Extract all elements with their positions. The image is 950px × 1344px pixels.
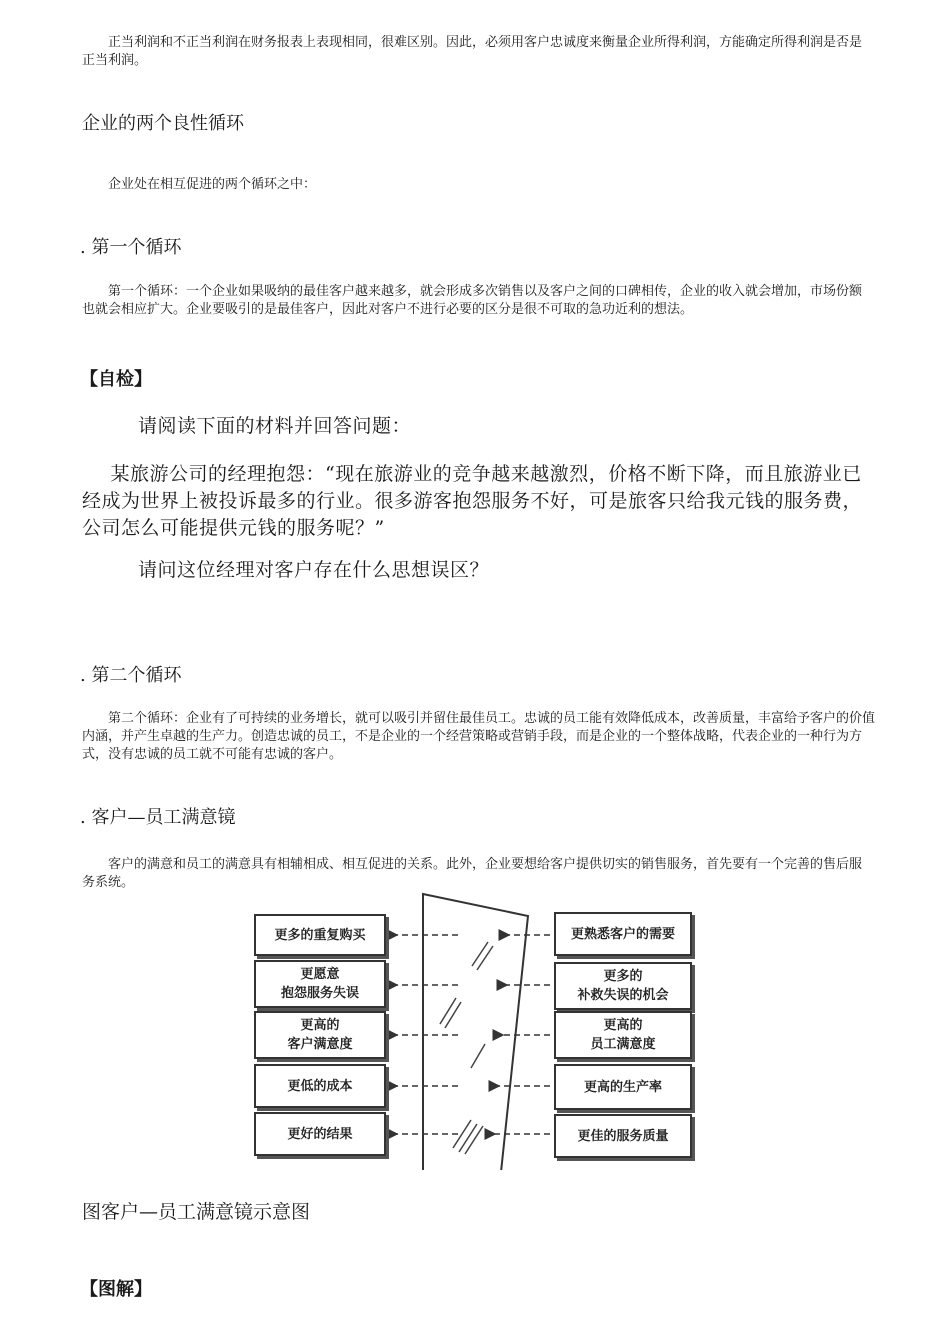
left-box-4-line-1: 更低的成本: [287, 1078, 353, 1094]
left-box-2-line-2: 抱怨服务失误: [280, 986, 359, 1001]
mirror-shape: [423, 894, 528, 1170]
cycle-one-heading: . 第一个循环: [80, 237, 182, 258]
cycle-two-text: 第二个循环：企业有了可持续的业务增长，就可以吸引并留住最佳员工。忠诚的员工能有效降低成本，改善质量，丰富给予客户的价值内涵，并产生卓越的生产力。创造忠诚的员工，不是企业的一个经营策略或营销手段，而是企业的一个整体战略，代表企业的一种行为方式，没有忠诚的员工就不可能有忠诚的客户。: [82, 711, 876, 762]
self-check-heading: 【自检】: [80, 369, 152, 390]
section-heading-cycles: 企业的两个良性循环: [82, 113, 244, 134]
right-box-3: [554, 1011, 692, 1059]
mirror-section-text: 客户的满意和员工的满意具有相辅相成、相互促进的关系。此外，企业要想给客户提供切实的销售服务，首先要有一个完善的售后服务系统。: [82, 857, 863, 890]
cycle-one-text: 第一个循环：一个企业如果吸纳的最佳客户越来越多，就会形成多次销售以及客户之间的口碑相传，企业的收入就会增加，市场份额也就会相应扩大。企业要吸引的是最佳客户，因此对客户不进行必要的区分是很不可取的急功近利的想法。: [82, 284, 863, 317]
left-box-5-line-1: 更好的结果: [287, 1126, 353, 1142]
right-box-1-line-1: 更熟悉客户的需要: [570, 926, 675, 942]
left-box-2: [254, 960, 386, 1008]
right-box-2-line-1: 更多的: [603, 969, 643, 984]
left-box-1-line-1: 更多的重复购买: [274, 927, 366, 943]
right-box-1: [554, 912, 692, 956]
right-box-4-line-1: 更高的生产率: [583, 1079, 662, 1095]
left-box-2-line-1: 更愿意: [300, 967, 340, 982]
right-box-3-line-2: 员工满意度: [590, 1037, 656, 1052]
right-box-5: [554, 1114, 692, 1158]
self-check-prompt: 请阅读下面的材料并回答问题：: [138, 415, 412, 437]
cycle-two-heading: . 第二个循环: [80, 665, 182, 686]
intro-paragraph: 正当利润和不正当利润在财务报表上表现相同，很难区别。因此，必须用客户忠诚度来衡量企业所得利润，方能确定所得利润是否是正当利润。: [82, 35, 863, 68]
mirror-section-heading: . 客户—员工满意镜: [80, 807, 236, 828]
illustration-heading: 【图解】: [80, 1279, 152, 1300]
right-box-5-line-1: 更佳的服务质量: [577, 1128, 669, 1144]
left-box-5: [254, 1112, 386, 1156]
left-box-1: [254, 914, 386, 956]
right-box-4: [554, 1064, 692, 1110]
right-box-2-line-2: 补救失误的机会: [577, 988, 669, 1003]
right-box-3-line-1: 更高的: [603, 1018, 643, 1033]
left-box-3: [254, 1011, 386, 1059]
left-box-3-line-2: 客户满意度: [287, 1037, 353, 1052]
self-check-question: 请问这位经理对客户存在什么思想误区？: [138, 559, 490, 581]
mirror-diagram: [250, 890, 700, 1170]
right-box-2: [554, 962, 692, 1010]
left-box-4: [254, 1064, 386, 1108]
self-check-material: 某旅游公司的经理抱怨：“现在旅游业的竞争越来越激烈，价格不断下降，而且旅游业已经成为世界上被投诉最多的行业。很多游客抱怨服务不好，可是旅客只给我元钱的服务费，公司怎么可能提供元钱的服务呢？”: [82, 463, 863, 539]
diagram-caption: 图客户—员工满意镜示意图: [82, 1201, 311, 1223]
section-intro-cycles: 企业处在相互促进的两个循环之中：: [108, 177, 317, 192]
left-box-3-line-1: 更高的: [300, 1018, 340, 1033]
